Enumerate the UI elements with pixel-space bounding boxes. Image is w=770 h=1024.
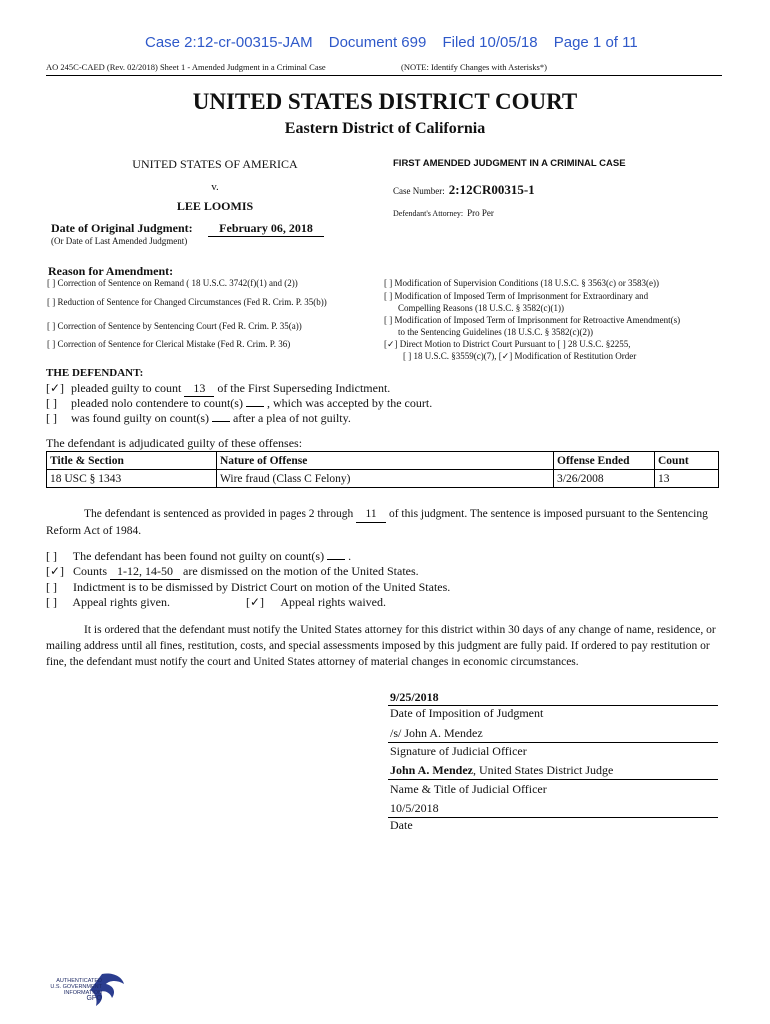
plea-nolo-after: , which was accepted by the court. [266,396,433,410]
not-guilty-text: The defendant has been found not guilty on count(s) [72,549,325,563]
reason-extraordinary [384,291,648,301]
sentence-text-after: of this judgment. The sentence is imposed pursuant to the Sentencing Reform Act of 1984. [46,508,708,537]
cell-nature: Wire fraud (Class C Felony) [217,470,554,488]
imposition-label: Date of Imposition of Judgment [390,706,544,720]
amendment-reason-title: Reason for Amendment: [48,264,174,278]
reason-direct-motion-text: Direct Motion to District Court Pursuant to [ ] 28 U.S.C. §2255, [399,339,631,349]
document-number-header: Document 699 [328,34,427,51]
original-judgment-date: February 06, 2018 [208,221,324,237]
judge-title: , United States District Judge [473,763,614,777]
sentence-pages: 11 [356,506,386,523]
found-guilty-text: was found guilty on count(s) [71,411,209,425]
judge-name-label: Name & Title of Judicial Officer [390,782,547,796]
header-count: Count [655,452,719,470]
reason-direct-motion [384,339,631,350]
plea-nolo-text: pleaded nolo contendere to count(s) [71,396,243,410]
found-guilty-after: after a plea of not guilty. [232,411,351,425]
gpo-line-3: INFORMATION [63,990,102,996]
checkbox-remand: [ ] [47,278,56,288]
appeal-waived-line [246,595,386,610]
signed-date-rule [388,817,718,818]
form-identifier: AO 245C-CAED (Rev. 02/2018) Sheet 1 - Amended Judgment in a Criminal Case [46,62,326,72]
original-judgment-note: (Or Date of Last Amended Judgment) [51,236,188,246]
case-number-label: Case Number: [393,186,445,196]
reason-supervision [384,278,659,288]
appeal-given-text: Appeal rights given. [72,595,170,609]
case-header [145,34,650,51]
found-guilty-count [212,421,230,422]
counts-value: 1-12, 14-50 [110,564,180,580]
reason-retroactive [384,315,680,325]
reason-remand [47,278,298,288]
offenses-header-row [47,452,719,470]
judge-name-rule [388,779,718,780]
filed-date-header: Filed 10/05/18 [442,34,538,51]
checkbox-clerical: [ ] [47,339,56,349]
counts-text: are dismissed on the motion of the United States. [183,564,419,578]
defendant-section-title: THE DEFENDANT: [46,367,144,379]
appeal-waived-text: Appeal rights waived. [280,595,386,609]
form-note: (NOTE: Identify Changes with Asterisks*) [401,62,547,72]
sentence-paragraph [46,506,726,539]
header-title-section: Title & Section [47,452,217,470]
judge-name: John A. Mendez [390,763,474,777]
reason-sentencing-court-text: Correction of Sentence by Sentencing Court (Fed R. Crim. P. 35(a)) [57,321,302,331]
case-number-value: 2:12CR00315-1 [448,182,535,197]
reason-extraordinary-cont: Compelling Reasons (18 U.S.C. § 3582(c)(1)) [398,303,564,313]
indictment-text: Indictment is to be dismissed by District Court on motion of the United States. [73,580,451,594]
plea-guilty-line [46,381,390,397]
plaintiff-name: UNITED STATES OF AMERICA [132,157,298,171]
judge-signature: /s/ John A. Mendez [390,726,483,740]
cell-offense-ended: 3/26/2008 [554,470,655,488]
defendant-name: LEE LOOMIS [176,199,254,213]
gpo-seal-text [46,978,102,1002]
not-guilty-line [46,549,351,564]
cell-count: 13 [655,470,719,488]
offenses-intro: The defendant is adjudicated guilty of these offenses: [46,436,303,450]
reason-sentencing-court [47,321,302,331]
plea-guilty-after: of the First Superseding Indictment. [217,381,391,395]
counts-label: Counts [73,564,108,578]
checkbox-reduction: [ ] [47,297,56,307]
attorney-label: Defendant's Attorney: [393,209,464,218]
signed-date-label: Date [390,818,413,832]
case-number-line [393,181,535,199]
reason-reduction [47,297,327,307]
court-district: Eastern District of California [284,120,486,137]
judgment-title: FIRST AMENDED JUDGMENT IN A CRIMINAL CASE [393,158,626,169]
not-guilty-end: . [348,549,352,563]
checkbox-indictment: [ ] [46,580,57,594]
plea-guilty-count: 13 [184,381,214,397]
gpo-line-1: AUTHENTICATED [56,978,102,984]
checkbox-found-guilty: [ ] [46,411,57,425]
gpo-line-2: U.S. GOVERNMENT [50,984,102,990]
offenses-table [46,451,719,488]
reason-retroactive-cont: to the Sentencing Guidelines (18 U.S.C. § 3582(c)(2)) [398,327,593,337]
plea-nolo-count [246,406,264,407]
reason-supervision-text: Modification of Supervision Conditions (18 U.S.C. § 3563(c) or 3583(e)) [394,278,659,288]
original-judgment-label: Date of Original Judgment: [51,221,193,235]
cell-title-section: 18 USC § 1343 [47,470,217,488]
signed-date: 10/5/2018 [390,801,439,815]
reason-remand-text: Correction of Sentence on Remand ( 18 U.S.C. 3742(f)(1) and (2)) [57,278,298,288]
page-count-header: Page 1 of 11 [553,34,638,51]
plea-nolo-line [46,396,432,411]
checkbox-appeal-given: [ ] [46,595,57,609]
reason-retroactive-text: Modification of Imposed Term of Imprisonment for Retroactive Amendment(s) [394,315,681,325]
checkbox-nolo: [ ] [46,396,57,410]
versus-label: v. [211,181,219,193]
signature-rule [388,742,718,743]
checkbox-counts-dismissed: [✓] [46,564,65,578]
signature-label: Signature of Judicial Officer [390,744,527,758]
checkbox-extraordinary: [ ] [384,291,393,301]
header-nature: Nature of Offense [217,452,554,470]
reason-extraordinary-text: Modification of Imposed Term of Imprisonment for Extraordinary and [394,291,649,301]
judge-name-line [390,763,613,778]
table-row [47,470,719,488]
appeal-given-line [46,595,170,610]
checkbox-sentencing-court: [ ] [47,321,56,331]
counts-dismissed-line [46,564,419,580]
header-rule [46,75,722,76]
checkbox-appeal-waived: [✓] [246,595,265,609]
imposition-date: 9/25/2018 [390,690,439,704]
sentence-text-before: The defendant is sentenced as provided in pages 2 through [84,508,354,520]
order-paragraph: It is ordered that the defendant must notify the United States attorney for this district within 30 days of any change of name, residence, or mailing address until all fines, restitution, costs, and special assessments imposed by this judgment are fully paid. If ordered to pay restitution or fine, the defendant must notify the court and United States attorney of material changes in economic circumstances. [46,624,716,668]
reason-clerical [47,339,290,349]
reason-reduction-text: Reduction of Sentence for Changed Circumstances (Fed R. Crim. P. 35(b)) [57,297,327,307]
indictment-line [46,580,450,595]
attorney-value: Pro Per [467,208,494,218]
found-guilty-line [46,411,351,426]
checkbox-pleaded-guilty: [✓] [46,381,65,395]
court-title: UNITED STATES DISTRICT COURT [192,89,578,114]
checkbox-supervision: [ ] [384,278,393,288]
gpo-line-4: GPO [86,995,102,1002]
header-offense-ended: Offense Ended [554,452,655,470]
checkbox-retroactive: [ ] [384,315,393,325]
gpo-authentication-seal [40,970,130,1010]
reason-clerical-text: Correction of Sentence for Clerical Mistake (Fed R. Crim. P. 36) [57,339,291,349]
attorney-line [393,203,494,221]
case-number-header: Case 2:12-cr-00315-JAM [145,34,313,51]
checkbox-direct-motion: [✓] [384,339,398,349]
reason-restitution: [ ] 18 U.S.C. §3559(c)(7), [✓] Modification of Restitution Order [403,351,637,361]
plea-guilty-text: pleaded guilty to count [71,381,182,395]
checkbox-not-guilty: [ ] [46,549,57,563]
not-guilty-blank [327,559,345,560]
